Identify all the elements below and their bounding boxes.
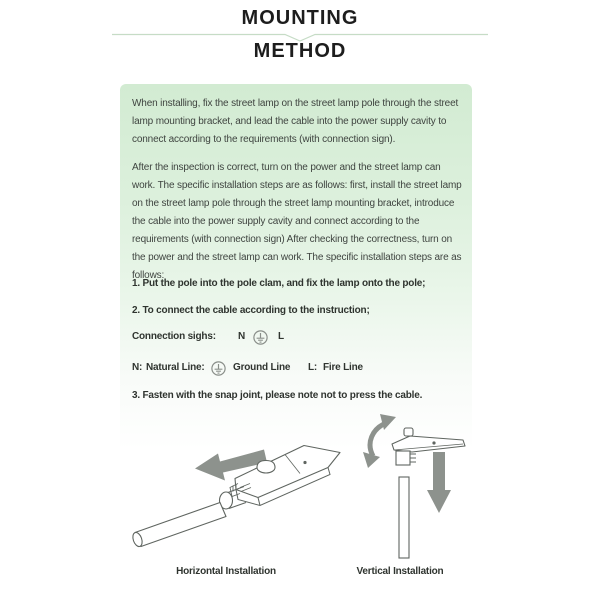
- horizontal-installation-caption: Horizontal Installation: [176, 566, 276, 577]
- legend-n-key: N:: [132, 362, 143, 373]
- install-step-3: 3. Fasten with the snap joint, please note not to press the cable.: [132, 390, 423, 401]
- intro-paragraph-1: When installing, fix the street lamp on the street lamp pole through the street lamp mounting bracket, and lead the cable into the power supply cavity to connect according to the requirements (with connection sign).: [132, 98, 459, 145]
- page-title-line1: MOUNTING: [241, 7, 359, 29]
- connection-signs-row: [132, 330, 466, 346]
- install-step-1: 1. Put the pole into the pole clam, and fix the lamp onto the pole;: [132, 278, 426, 289]
- page-title-line2: METHOD: [253, 40, 347, 62]
- ground-icon: [253, 330, 268, 345]
- live-letter: L: [278, 331, 284, 342]
- pole-shape: [399, 477, 409, 558]
- horizontal-installation-figure: [100, 420, 345, 565]
- down-direction-arrow: [427, 452, 451, 513]
- neutral-letter: N: [238, 331, 246, 342]
- connection-signs-label: Connection sighs:: [132, 331, 216, 342]
- pole-shape: [131, 503, 226, 548]
- install-step-2: 2. To connect the cable according to the instruction;: [132, 305, 370, 316]
- wire-legend-row: [132, 361, 466, 377]
- legend-l-key: L:: [308, 362, 318, 373]
- legend-l-value: Fire Line: [323, 362, 363, 373]
- legend-n-value: Natural Line:: [146, 362, 205, 373]
- legend-ground-value: Ground Line: [233, 362, 291, 373]
- vertical-installation-caption: Vertical Installation: [356, 566, 444, 577]
- vertical-installation-figure: [330, 410, 475, 565]
- ground-icon: [211, 361, 226, 376]
- rotation-arrow: [363, 414, 396, 468]
- intro-paragraph-2: After the inspection is correct, turn on the power and the street lamp can work. The specific installation steps are as follows: first, install the street lamp on the street lamp pole through the street lamp mounting bracket, introduce the cable into the power supply cavity and connect according to the requirements (with connection sign) After checking the correctness, turn on the power and the street lamp can work. The specific installation steps are as follows:: [132, 162, 462, 281]
